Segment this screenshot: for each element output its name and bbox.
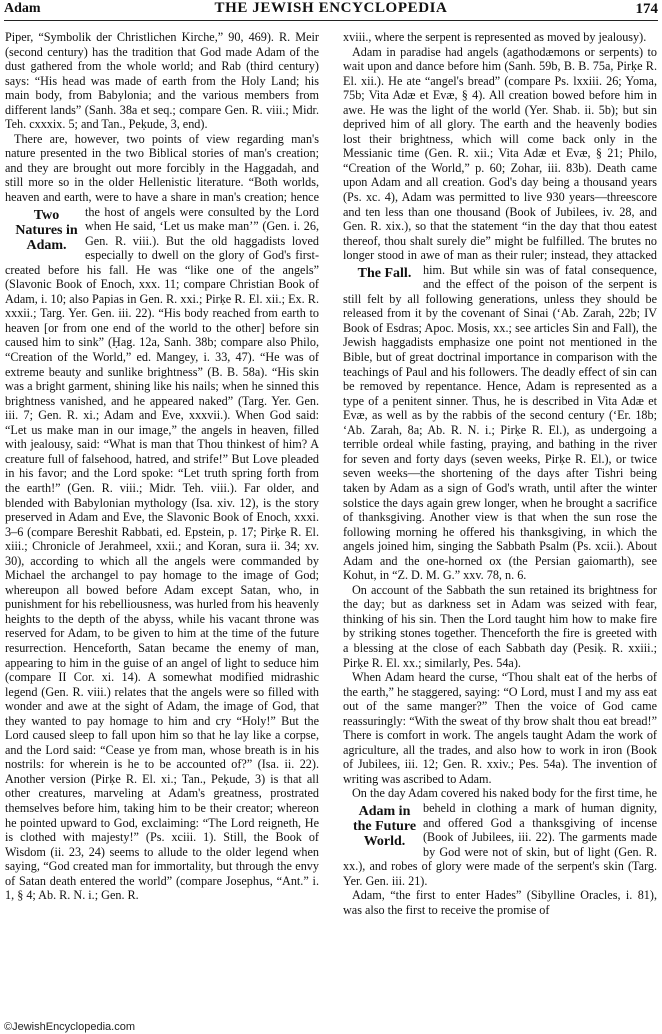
running-header <box>4 0 658 21</box>
paragraph: On account of the Sabbath the sun retained its brightness for the day; but as darkness set in Adam was seized with fear, thinking of his sin. Then the Lord taught him how to make fire by striking stones together. Thenceforth the fire is greeted with a blessing at the close of each Sabbath day (Pesiḳ. R. xxiii.; Pirḳe R. El. xx.; similarly, Pes. 54a). <box>343 582 657 670</box>
left-column <box>5 30 319 1020</box>
paragraph-text: Lord when He said, ‘Let us make man’” (Gen. i. 26, Gen. R. viii.). But the old haggadists loved especially to dwell on the glory of God's first-created before his fall. He was “like one of the angels” (Slavonic Book of Enoch, xxx. 11; compare Christian Book of Adam, i. 10; also Papias in Gen. R. xxi.; Pirḳe R. El. xii.; Ex. R. xxxii.; Targ. Yer. Gen. iii. 22). “His body reached from earth to heaven [or from one end of the world to the other] before sin caused him to sink” (Ḥag. 12a, Sanh. 38b; compare also Philo, “Creation of the World,” ed. Mangey, i. 33, 47). “He was of extreme beauty and sunlike brightness” (B. B. 58a). “His skin was a bright garment, shining like his nails; when he sinned this brightness vanished, and he appeared naked” (Targ. Yer. Gen. iii. 7; Gen. R. xi.; Adam and Eve, xxxvii.). When God said: “Let us make man in our image,” the angels in heaven, filled with jealousy, said: “What is man that Thou thinkest of him? A creature full of falsehood, hatred, and strife!” But Love pleaded in his favor; and the Lord spoke: “Let truth spring forth from the earth!” (Gen. R. viii.; Midr. Teh. viii.). Far older, and blended with Babylonian mythology (Isa. xiv. 12), is the story preserved in Adam and Eve, the Slavonic Book of Enoch, xxxi. 3–6 (compare Bereshit Rabbati, ed. Epstein, p. 17; Pirḳe R. El. xiii.; Chronicle of Jerahmeel, xxii.; and Koran, sura ii. 34; xv. 30), according to which all the angels were commanded by Michael the archangel to pay homage to the image of God; whereupon all bowed before Adam except Satan, who, in punishment for his rebelliousness, was hurled from his heavenly heights to the depth of the abyss, while his vacant throne was reserved for Adam, to be given to him at the time of the future resurrection. Henceforth, Satan became the enemy of man, appearing to him in the guise of an angel of light to seduce him (compare II Cor. xi. 14). A somewhat modified midrashic legend (Gen. R. viii.) relates that the angels were so filled with wonder and awe at the sight of Adam, the image of God, that they wanted to pay homage to him and cry “Holy!” But the Lord caused sleep to fall upon him so that he lay like a corpse, and the Lord said: “Cease ye from man, whose breath is in his nostrils: for wherein is he to be accounted of?” (Isa. ii. 22). Another version (Pirḳe R. El. xi.; Tan., Peḳude, 3) is that all other creatures, marveling at Adam's greatness, prostrated themselves before him, taking him to be their creator; whereon he pointed upward to God, exclaiming: “The Lord reigneth, He is clothed with majesty!” (Ps. xciii. 1). Still, the Book of Wisdom (ii. 23, 24) seems to allude to the older legend when saying, “God created man for immortality, but through the envy of Satan death entered the world” (compare Josephus, “Ant.” i. 1, § 4; Ab. R. N. i.; Gen. R. <box>5 204 319 903</box>
paragraph-text: of fatal consequence, and the effect of the poison of the serpent is still felt by all following generations, unless they should be released from it by the covenant of Sinai (‘Ab. Zarah, 22b; IV Book of Esdras; Apoc. Mosis, xx.; see articles Sin and Fall), the Jewish haggadists emphasize one point not mentioned in the Bible, but of great doctrinal importance in comparison with the teachings of Paul and his followers. The deadly effect of sin can be removed by repentance. Hence, Adam is represented as a type of a penitent sinner. Thus, he is described in Vita Adæ et Evæ, as well as by the rabbis of the second century (‘Er. 18b; ‘Ab. Zarah, 8a; Ab. R. N. i.; Pirḳe R. El.), as undergoing a terrible ordeal while fasting, praying, and bathing in the river for seven and forty days (seven weeks, Pirḳe R. El.), or twice seven weeks—the shortening of the days after Tishri being taken by Adam as a sign of God's wrath, until after the winter solstice the days again grew longer, when he brought a sacrifice of thanksgiving. Another view is that when the sun rose the following morning he offered his thanksgiving, in which the angels joined him, singing the Sabbath Psalm (Ps. xcii.). About Adam and the one-horned ox (the Persian gaiomarth), see Kohut, in “Z. D. M. G.” xxv. 78, n. 6. <box>343 262 657 583</box>
paragraph <box>343 786 657 888</box>
side-heading-line: The Fall. <box>357 265 412 281</box>
paragraph <box>343 45 657 583</box>
header-page-number: 174 <box>635 1 658 17</box>
side-heading-the-fall <box>343 266 417 281</box>
side-heading-future-world <box>343 804 417 849</box>
side-heading-line: Adam. <box>26 237 67 253</box>
side-heading-line: Two <box>33 207 60 223</box>
footer-watermark: ©JewishEncyclopedia.com <box>4 1021 135 1033</box>
paragraph: xviii., where the serpent is represented as moved by jealousy). <box>343 30 647 44</box>
paragraph-text: dignity, and offered God a thanksgiving of incense (Book of Jubilees, iii. 22). The garments made by God were not of skin, but of light (Gen. R. xx.), and robes of glory were made of the serpent's skin (Targ. Yer. Gen. iii. 21). <box>343 800 657 888</box>
paragraph: Adam, “the first to enter Hades” (Sibylline Oracles, i. 81), was also the first to receive the promise of <box>343 888 657 917</box>
paragraph-text: On the day Adam covered his naked body for the first time, he beheld in clothing a mark of human <box>352 786 657 815</box>
side-heading-line: World. <box>363 833 406 849</box>
paragraph-text: There are, however, two points of view regarding man's nature presented in the two Biblical stories of man's creation; and they are brought out more forcibly in the Haggadah, and still more so in the older Hellenistic literature. “Both worlds, heaven and earth, were to have a share in man's creation; hence the host of angels were consulted by the <box>5 131 319 219</box>
side-heading-two-natures <box>5 208 79 253</box>
paragraph <box>5 132 319 903</box>
side-heading-line: Adam in <box>358 803 411 819</box>
paragraph-text: Adam in paradise had angels (agathodæmons or serpents) to wait upon and dance before him (Sanh. 59b, B. B. 75a, Pirḳe R. El. xii.). He ate “angel's bread” (compare Ps. lxxiii. 26; Yoma, 75b; Vita Adæ et Evæ, § 4). All creation bowed before him in awe. He was the light of the world (Yer. Shab. ii. 5b); but sin deprived him of all glory. The earth and the heavenly bodies lost their brightness, which will come back only in the Messianic time (Gen. R. xii.; Vita Adæ et Evæ, § 21; Philo, “Creation of the World,” p. 60; Zohar, iii. 83b). Death came upon Adam and all creation. God's day being a thousand years (Ps. xc. 4), Adam was permitted to live 930 years—threescore and ten less than one thousand (Book of Jubilees, iv. 28, and Gen. R. xix.), so that the statement “in the day that thou eatest thereof, thou shalt surely die” might be fulfilled. The brutes no longer stood in awe of man as their ruler; instead, they attacked him. But while sin was <box>343 44 657 277</box>
paragraph: When Adam heard the curse, “Thou shalt eat of the herbs of the earth,” he staggered, saying: “O Lord, must I and my ass eat out of the same manger?” Then the voice of God came reassuringly: “With the sweat of thy brow shalt thou eat bread!” There is comfort in work. The angels taught Adam the work of agriculture, all the trades, and also how to work in iron (Book of Jubilees, iii. 12; Gen. R. xxiv.; Pes. 54a). The invention of writing was ascribed to Adam. <box>343 670 657 786</box>
header-article-title: Adam <box>4 1 41 16</box>
side-heading-line: the Future <box>352 818 417 834</box>
header-publication-title: THE JEWISH ENCYCLOPEDIA <box>214 0 448 16</box>
side-heading-line: Natures in <box>15 222 78 238</box>
right-column <box>343 30 657 1020</box>
paragraph: Piper, “Symbolik der Christlichen Kirche,” 90, 469). R. Meir (second century) has the tradition that God made Adam of the dust gathered from the whole world; and Rab (third century) says: “His head was made of earth from the Holy Land; his main body, from Babylonia; and the various members from different lands” (Sanh. 38a et seq.; compare Gen. R. viii.; Midr. Teh. cxxxix. 5; and Tan., Peḳude, 3, end). <box>5 30 319 132</box>
